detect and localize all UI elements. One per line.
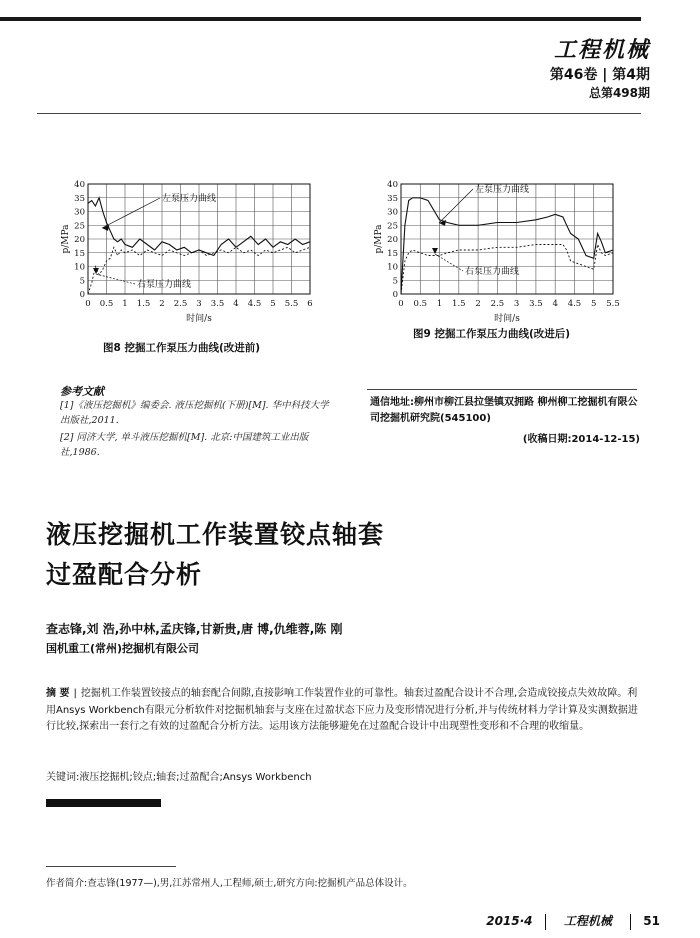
left-pump-line xyxy=(401,198,613,294)
y-tick-label: 0 xyxy=(79,290,85,300)
x-tick-label: 5.5 xyxy=(284,299,299,309)
y-tick-label: 30 xyxy=(387,207,398,218)
article-title-line1: 液压挖掘机工作装置铰点轴套 xyxy=(46,520,385,549)
footer-issue: 2015·4 xyxy=(486,914,533,928)
x-tick-label: 1 xyxy=(122,299,128,309)
y-tick-label: 20 xyxy=(387,235,398,245)
header-divider xyxy=(37,113,641,114)
total-issue: 总第498期 xyxy=(588,86,650,100)
y-tick-label: 5 xyxy=(392,276,398,287)
series-label-left: 左泵压力曲线 xyxy=(475,185,530,195)
abstract: 摘 要 | 挖掘机工作装置铰接点的轴套配合间隙,直接影响工作装置作业的可靠性。轴套过盈配合设计不合理,会造成铰接点失效故障。利用Ansys Workbench有限元分析软件对挖掘机轴套与支座在过盈状态下应力及变形情况进行分析,并与传统材料力学计算及实测数据进行比较,探索出一套行之有效的过盈配合分析方法。运用该方法能够避免在过盈配合设计中出现塑性变形和不合理的收缩量。 xyxy=(46,688,638,732)
footer-page-number: 51 xyxy=(643,914,660,928)
abstract-text: 挖掘机工作装置铰接点的轴套配合间隙,直接影响工作装置作业的可靠性。轴套过盈配合设计不合理,会造成铰接点失效故障。利用Ansys Workbench有限元分析软件对挖掘机轴套与支座在过盈状态下应力及变形情况进行分析,并与传统材料力学计算及实测数据进行比较,探索出一套行之有效的过盈配合分析方法。运用该方法能够避免在过盈配合设计中出现塑性变形和不合理的收缩量。 xyxy=(46,688,638,732)
x-tick-label: 4 xyxy=(552,299,558,309)
x-axis-label: 时间/s xyxy=(186,314,212,324)
x-tick-label: 1.5 xyxy=(452,299,466,309)
article-title xyxy=(46,515,384,595)
affiliation: 国机重工(常州)挖掘机有限公司 xyxy=(46,642,200,655)
arrow-head-right xyxy=(432,248,438,254)
x-tick-label: 5 xyxy=(591,299,597,309)
fig9-chart xyxy=(365,176,635,324)
y-tick-label: 15 xyxy=(387,248,398,259)
author-footnote: 作者简介:查志锋(1977—),男,江苏常州人,工程师,硕士,研究方向:挖掘机产品总体设计。 xyxy=(46,878,413,889)
x-tick-label: 2 xyxy=(159,299,165,309)
x-tick-label: 2.5 xyxy=(173,299,188,309)
series-label-right: 右泵压力曲线 xyxy=(137,280,192,290)
y-tick-label: 0 xyxy=(392,290,398,300)
y-tick-label: 35 xyxy=(74,193,85,204)
reference-item-2: [2] 同济大学, 单斗液压挖掘机[M]. 北京:中国建筑工业出版社,1986. xyxy=(60,432,309,458)
x-tick-label: 0 xyxy=(85,299,91,309)
x-tick-label: 4.5 xyxy=(247,299,262,309)
y-tick-label: 15 xyxy=(74,248,85,259)
article-title-line2: 过盈配合分析 xyxy=(46,560,203,589)
y-tick-label: 10 xyxy=(74,262,85,273)
y-tick-label: 10 xyxy=(387,262,398,273)
y-tick-label: 40 xyxy=(74,180,85,190)
fig8-caption: 图8 挖掘工作泵压力曲线(改进前) xyxy=(103,342,261,354)
x-tick-label: 3 xyxy=(196,299,202,309)
leader-line-left xyxy=(102,198,160,228)
x-tick-label: 3.5 xyxy=(529,299,543,309)
series-label-left: 左泵压力曲线 xyxy=(162,194,217,204)
y-tick-label: 40 xyxy=(387,180,398,190)
x-axis-label: 时间/s xyxy=(494,314,520,324)
received-date: (收稿日期:2014-12-15) xyxy=(522,434,640,445)
x-tick-label: 2 xyxy=(475,299,481,309)
x-tick-label: 0 xyxy=(398,299,404,309)
series-label-right: 右泵压力曲线 xyxy=(465,267,520,277)
y-tick-label: 25 xyxy=(74,221,85,232)
y-axis-label: p/MPa xyxy=(374,224,384,254)
y-tick-label: 25 xyxy=(387,221,398,232)
journal-name: 工程机械 xyxy=(553,37,650,63)
y-tick-label: 20 xyxy=(74,235,85,245)
x-tick-label: 3 xyxy=(513,299,520,309)
y-axis-label: p/MPa xyxy=(61,224,71,254)
x-tick-label: 1 xyxy=(436,299,443,309)
x-tick-label: 5.5 xyxy=(606,299,620,309)
address-text: 通信地址:柳州市柳江县拉堡镇双拥路 柳州柳工挖掘机有限公司挖掘机研究院(545100) xyxy=(370,397,638,424)
references-title: 参考文献 xyxy=(60,385,104,398)
fig9-caption: 图9 挖掘工作泵压力曲线(改进后) xyxy=(413,328,571,340)
volume-issue: 第46卷 | 第4期 xyxy=(549,67,650,83)
y-tick-label: 35 xyxy=(387,193,398,204)
x-tick-label: 2.5 xyxy=(490,299,505,309)
x-tick-label: 4.5 xyxy=(567,299,582,309)
top-rule xyxy=(0,17,641,21)
leader-line-right xyxy=(96,274,135,284)
page-footer xyxy=(486,912,660,930)
leader-line-left xyxy=(439,189,473,223)
abstract-label: 摘 要 xyxy=(46,688,70,699)
reference-item-1: [1]《液压挖掘机》编委会. 液压挖掘机(下册)[M]. 华中科技大学出版社,2011. xyxy=(60,400,329,426)
y-tick-label: 5 xyxy=(79,276,85,287)
footer-journal: 工程机械 xyxy=(563,914,612,928)
section-bar xyxy=(46,799,161,807)
y-tick-label: 30 xyxy=(74,207,85,218)
authors: 查志锋,刘 浩,孙中林,孟庆锋,甘新贵,唐 博,仇维蓉,陈 刚 xyxy=(46,622,343,636)
x-tick-label: 0.5 xyxy=(99,299,114,309)
keywords: 关键词:液压挖掘机;铰点;轴套;过盈配合;Ansys Workbench xyxy=(46,772,312,783)
x-tick-label: 1.5 xyxy=(136,299,151,309)
footnote-rule xyxy=(46,866,176,867)
x-tick-label: 5 xyxy=(270,299,276,309)
x-tick-label: 4 xyxy=(233,299,239,309)
fig8-chart xyxy=(50,176,330,336)
x-tick-label: 0.5 xyxy=(413,299,428,309)
address-rule xyxy=(367,389,637,390)
x-tick-label: 6 xyxy=(307,299,313,309)
x-tick-label: 3.5 xyxy=(210,299,225,309)
